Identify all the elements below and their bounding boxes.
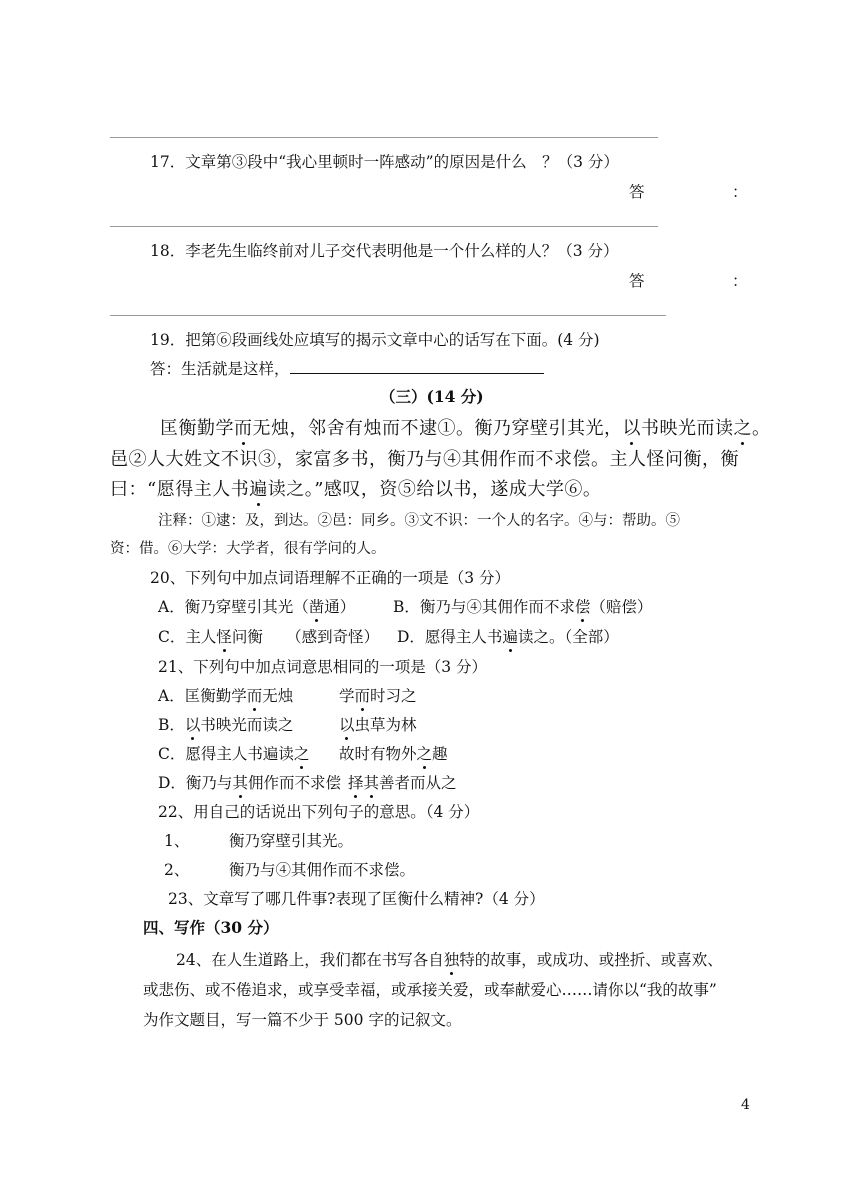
question-18: 18．李老先生临终前对儿子交代表明他是一个什么样的人？（3 分）: [150, 242, 619, 260]
option-21-a-left: A．匡衡勤学而无烛: [158, 687, 294, 705]
question-19: 19．把第⑥段画线处应填写的揭示文章中心的话写在下面。(4 分): [150, 331, 600, 349]
answer-label: 答: [629, 183, 645, 201]
question-24-line-3: 为作文题目，写一篇不少于 500 字的记叙文。: [143, 1011, 462, 1029]
dotted-char: 独: [443, 951, 460, 969]
option-21-b-right: 以虫草为林: [339, 716, 417, 734]
passage-line-3: 曰：“愿得主人书遍读之。”感叹，资⑤给以书，遂成大学⑥。: [110, 479, 602, 500]
notes-line-1: 注释：①逮：及，到达。②邑：同乡。③文不识：一个人的名字。④与：帮助。⑤: [158, 513, 680, 529]
question-19-answer: [150, 357, 544, 379]
dotted-char: 之: [293, 745, 310, 763]
dotted-char: 而: [354, 687, 371, 705]
dotted-char: 其: [363, 774, 380, 792]
dotted-char: 其: [232, 774, 248, 792]
question-17: 17．文章第③段中“我心里顿时一阵感动”的原因是什么 ？（3 分）: [150, 153, 619, 171]
question-24-line-2: 或悲伤、或不倦追求，或享受幸福，或承接关爱，或奉献爱心……请你以“我的故事”: [143, 981, 717, 999]
answer-prefix: 答：生活就是这样，: [150, 360, 290, 378]
option-21-d-left: D．衡乃与其佣作而不求偿: [158, 774, 341, 792]
passage-line-1: 匡衡勤学而无烛，邻舍有烛而不逮①。衡乃穿壁引其光，以书映光而读之。: [160, 418, 771, 439]
question-22-item-num: 1、: [164, 832, 190, 850]
option-21-b-left: B．以书映光而读之: [158, 716, 294, 734]
question-22-item-num: 2、: [164, 861, 190, 879]
question-21: 21、下列句中加点词意思相同的一项是（3 分）: [158, 658, 488, 676]
answer-label: 答: [629, 272, 645, 290]
dotted-char: 以: [339, 716, 355, 734]
question-22-item-text: 衡乃穿壁引其光。: [229, 832, 354, 850]
option-21-d-right: 择其善者而从之: [348, 774, 457, 792]
dotted-char: 以: [622, 418, 641, 439]
answer-rule: [110, 315, 666, 316]
section-4-heading: 四、写作（30 分）: [143, 918, 279, 937]
passage-line-2: 邑②人大姓文不识③，家富多书，衡乃与④其佣作而不求偿。主人怪问衡，衡: [110, 449, 739, 470]
answer-rule: [110, 226, 658, 227]
option-20-c: C．主人怪问衡 （感到奇怪）: [158, 628, 380, 646]
option-21-a-right: 学而时习之: [339, 687, 417, 705]
notes-line-2: 资：借。⑥大学：大学者，很有学问的人。: [110, 541, 386, 557]
answer-rule-top: [110, 137, 658, 138]
answer-colon: ：: [732, 272, 748, 290]
dotted-char: 择: [348, 774, 364, 792]
option-21-c-right: 故时有物外之趣: [339, 745, 448, 763]
dotted-char: 怪: [216, 628, 232, 646]
option-20-b: B．衡乃与④其佣作而不求偿（赔偿）: [393, 598, 653, 616]
dotted-char: 之: [733, 418, 752, 439]
dotted-char: 而: [234, 418, 253, 439]
dotted-char: 而: [246, 687, 263, 705]
option-20-a: A．衡乃穿壁引其光（凿通）: [158, 598, 356, 616]
dotted-char: 遍: [249, 479, 268, 500]
answer-blank: [290, 359, 544, 374]
answer-colon: ：: [732, 183, 748, 201]
option-20-d: D．愿得主人书遍读之。（全部）: [397, 628, 619, 646]
dotted-char: 之: [416, 745, 433, 763]
question-24-line-1: 24、在人生道路上，我们都在书写各自独特的故事，或成功、或挫折、或喜欢、: [176, 951, 723, 969]
dotted-char: 遍: [502, 628, 518, 646]
section-3-heading: （三）(14 分): [380, 387, 484, 406]
question-23: 23、文章写了哪几件事?表现了匡衡什么精神?（4 分）: [168, 890, 545, 908]
dotted-char: 以: [184, 716, 201, 734]
question-22-item-text: 衡乃与④其佣作而不求偿。: [229, 861, 416, 879]
page-number: 4: [741, 1097, 750, 1113]
question-20: 20、下列句中加点词语理解不正确的一项是（3 分）: [150, 569, 511, 587]
question-22: 22、用自己的话说出下列句子的意思。（4 分）: [158, 803, 480, 821]
dotted-char: 偿: [574, 598, 591, 616]
dotted-char: 凿: [308, 598, 325, 616]
option-21-c-left: C．愿得主人书遍读之: [158, 745, 310, 763]
